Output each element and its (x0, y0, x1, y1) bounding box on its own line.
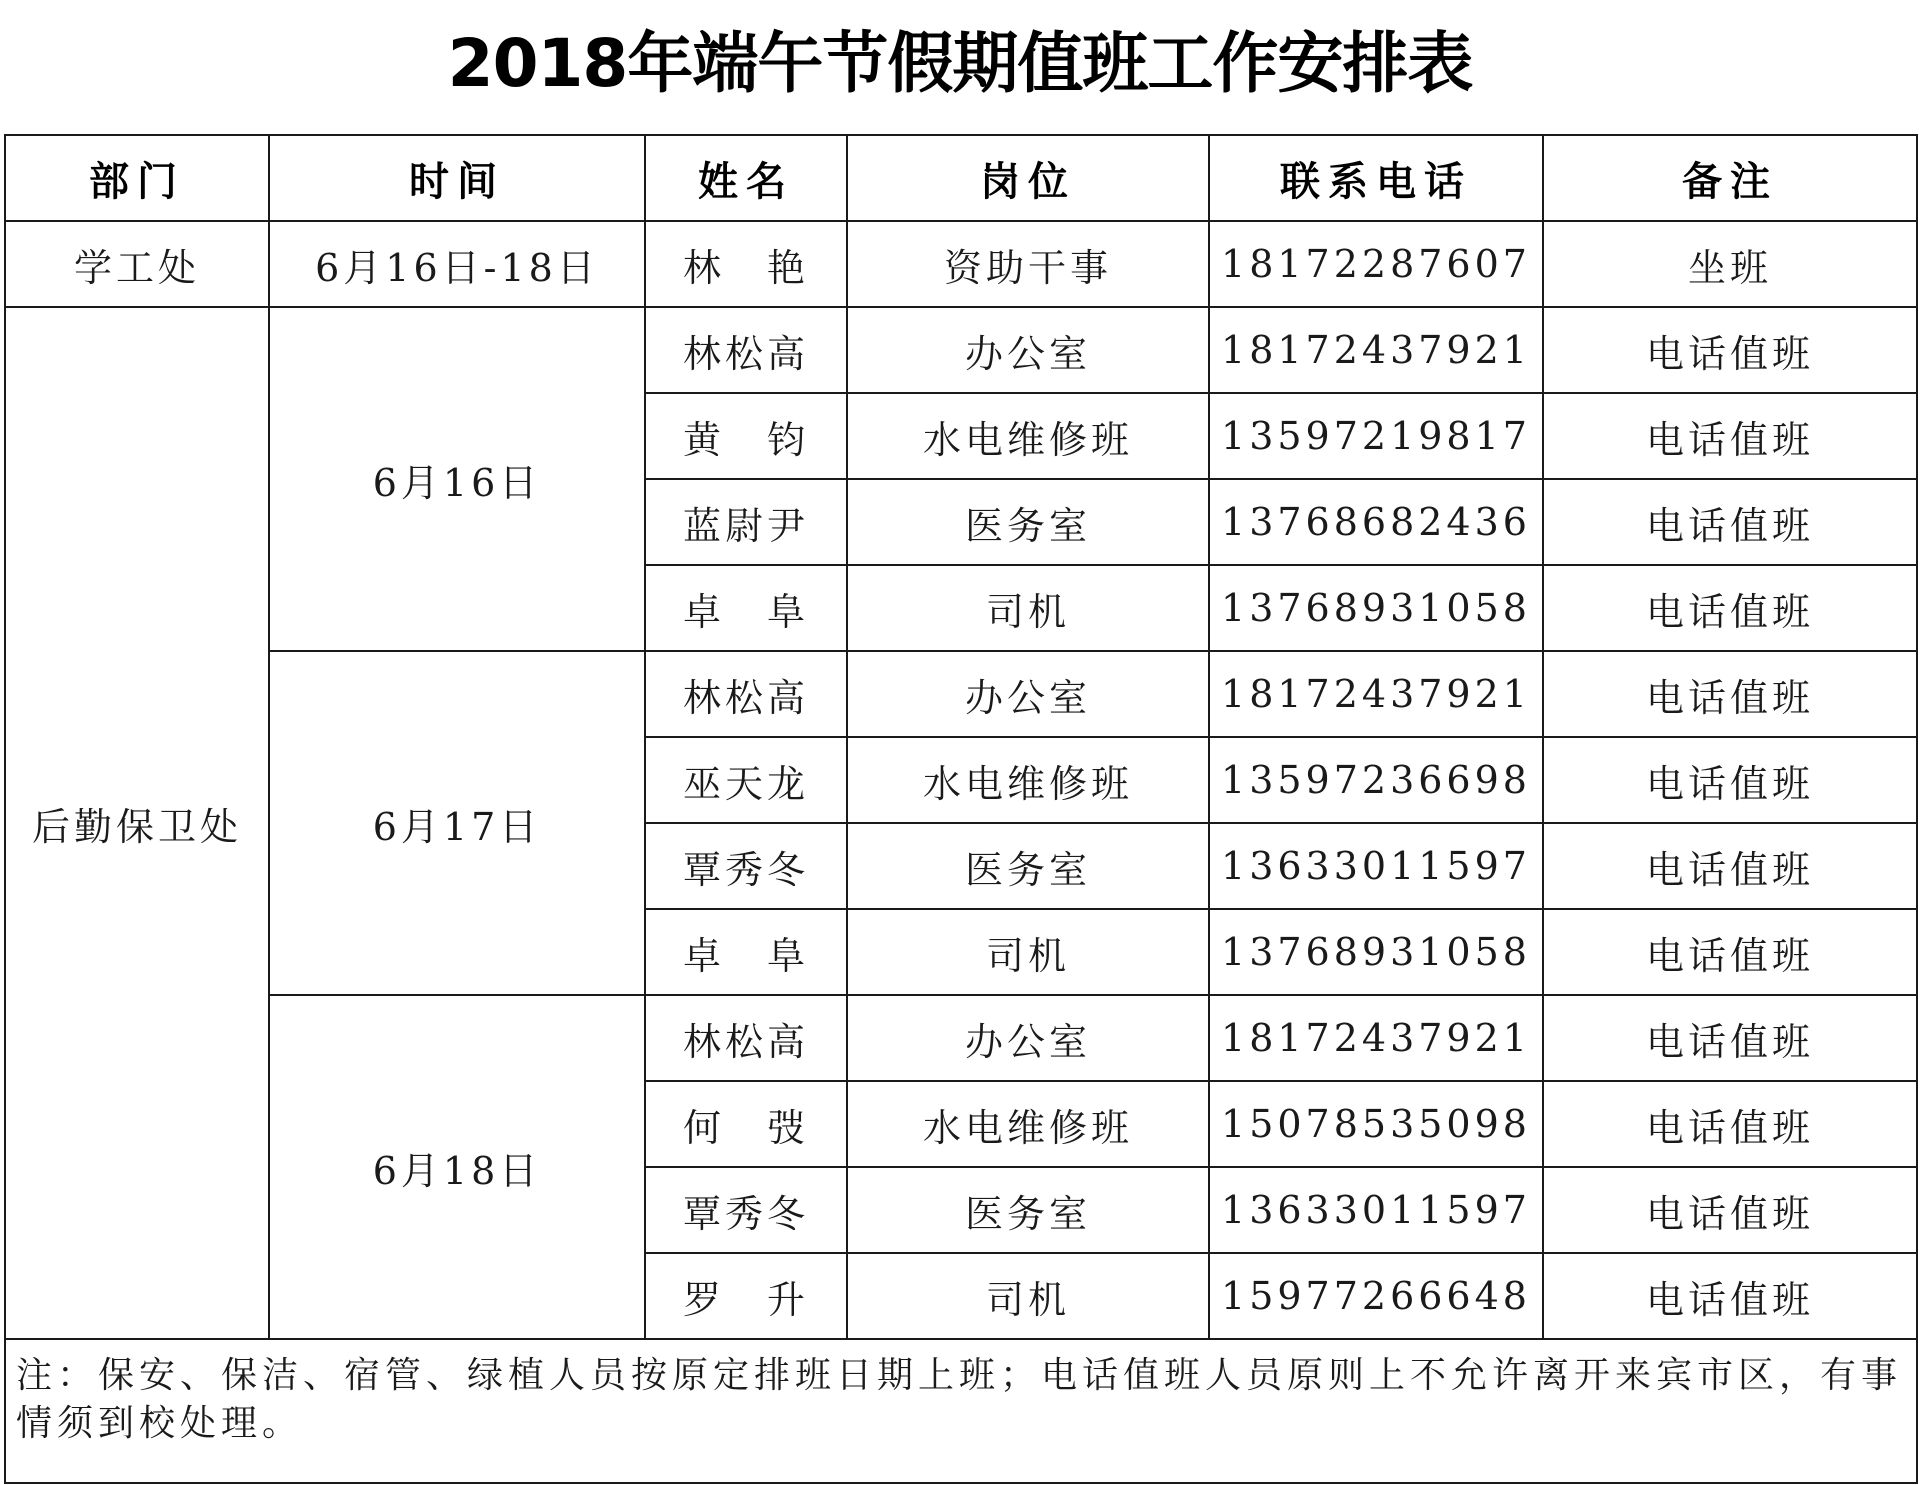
remark-cell: 电话值班 (1543, 651, 1917, 737)
footnote: 注：保安、保洁、宿管、绿植人员按原定排班日期上班；电话值班人员原则上不允许离开来宾市区，有事情须到校处理。 (5, 1339, 1917, 1483)
header-dept: 部门 (5, 135, 269, 221)
remark-cell: 电话值班 (1543, 1167, 1917, 1253)
post-cell: 资助干事 (847, 221, 1209, 307)
post-cell: 司机 (847, 1253, 1209, 1339)
post-cell: 办公室 (847, 651, 1209, 737)
remark-cell: 电话值班 (1543, 1081, 1917, 1167)
phone-cell: 13597219817 (1209, 393, 1543, 479)
remark-cell: 电话值班 (1543, 909, 1917, 995)
name-cell: 巫天龙 (645, 737, 847, 823)
name-cell: 覃秀冬 (645, 823, 847, 909)
phone-cell: 13633011597 (1209, 1167, 1543, 1253)
header-remark: 备注 (1543, 135, 1917, 221)
name-cell: 罗 升 (645, 1253, 847, 1339)
header-name: 姓名 (645, 135, 847, 221)
name-cell: 蓝尉尹 (645, 479, 847, 565)
phone-cell: 18172437921 (1209, 651, 1543, 737)
table-row (5, 651, 1917, 737)
remark-cell: 电话值班 (1543, 479, 1917, 565)
phone-cell: 15078535098 (1209, 1081, 1543, 1167)
name-cell: 黄 钧 (645, 393, 847, 479)
name-cell: 林松高 (645, 651, 847, 737)
name-cell: 何 弢 (645, 1081, 847, 1167)
phone-cell: 18172287607 (1209, 221, 1543, 307)
remark-cell: 电话值班 (1543, 995, 1917, 1081)
header-phone: 联系电话 (1209, 135, 1543, 221)
phone-cell: 15977266648 (1209, 1253, 1543, 1339)
name-cell: 林松高 (645, 307, 847, 393)
name-cell: 林 艳 (645, 221, 847, 307)
time-cell: 6月16日 (269, 307, 645, 651)
name-cell: 林松高 (645, 995, 847, 1081)
note-row (5, 1339, 1917, 1483)
dept-cell: 学工处 (5, 221, 269, 307)
remark-cell: 电话值班 (1543, 737, 1917, 823)
remark-cell: 坐班 (1543, 221, 1917, 307)
post-cell: 办公室 (847, 307, 1209, 393)
remark-cell: 电话值班 (1543, 1253, 1917, 1339)
name-cell: 卓 阜 (645, 909, 847, 995)
duty-schedule-table (4, 134, 1918, 1484)
remark-cell: 电话值班 (1543, 307, 1917, 393)
phone-cell: 18172437921 (1209, 307, 1543, 393)
post-cell: 司机 (847, 909, 1209, 995)
post-cell: 医务室 (847, 1167, 1209, 1253)
time-cell: 6月18日 (269, 995, 645, 1339)
time-cell: 6月16日-18日 (269, 221, 645, 307)
post-cell: 水电维修班 (847, 1081, 1209, 1167)
post-cell: 水电维修班 (847, 393, 1209, 479)
time-cell: 6月17日 (269, 651, 645, 995)
post-cell: 医务室 (847, 479, 1209, 565)
post-cell: 医务室 (847, 823, 1209, 909)
dept-cell: 后勤保卫处 (5, 307, 269, 1339)
name-cell: 卓 阜 (645, 565, 847, 651)
post-cell: 办公室 (847, 995, 1209, 1081)
header-time: 时间 (269, 135, 645, 221)
phone-cell: 13768931058 (1209, 565, 1543, 651)
header-post: 岗位 (847, 135, 1209, 221)
phone-cell: 13633011597 (1209, 823, 1543, 909)
page-title: 2018年端午节假期值班工作安排表 (447, 25, 1473, 102)
remark-cell: 电话值班 (1543, 393, 1917, 479)
name-cell: 覃秀冬 (645, 1167, 847, 1253)
phone-cell: 18172437921 (1209, 995, 1543, 1081)
table-row (5, 995, 1917, 1081)
post-cell: 水电维修班 (847, 737, 1209, 823)
table-row (5, 221, 1917, 307)
phone-cell: 13768682436 (1209, 479, 1543, 565)
remark-cell: 电话值班 (1543, 823, 1917, 909)
header-row (5, 135, 1917, 221)
remark-cell: 电话值班 (1543, 565, 1917, 651)
table-row (5, 307, 1917, 393)
phone-cell: 13768931058 (1209, 909, 1543, 995)
post-cell: 司机 (847, 565, 1209, 651)
phone-cell: 13597236698 (1209, 737, 1543, 823)
